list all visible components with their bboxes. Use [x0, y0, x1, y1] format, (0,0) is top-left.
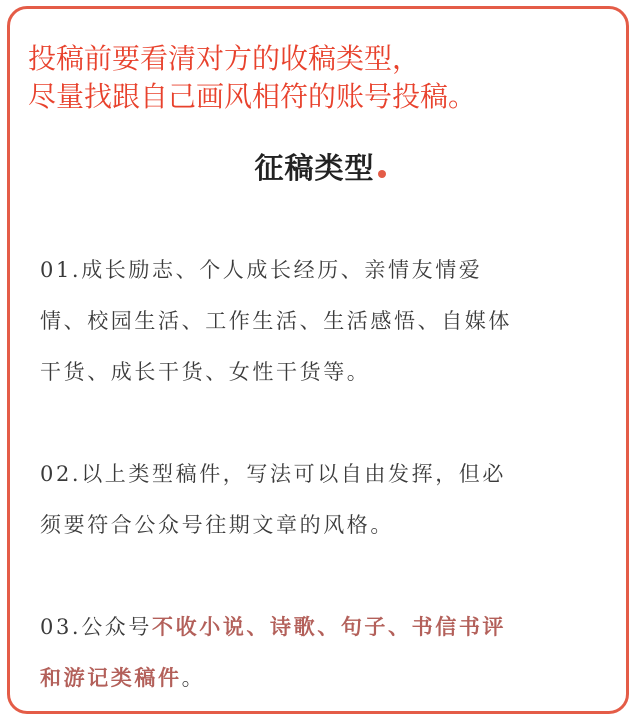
- list-item-02: [40, 449, 600, 551]
- item-line: [40, 602, 600, 653]
- section-heading: [0, 146, 640, 187]
- item-number: 01.: [40, 258, 82, 282]
- item-line: [40, 449, 600, 500]
- item-line: [40, 245, 600, 296]
- item-text: 成长励志、个人成长经历、亲情友情爱: [81, 258, 483, 282]
- title-dot: [378, 170, 386, 178]
- list-item-01: [40, 245, 600, 398]
- item-number: 03.: [40, 615, 82, 639]
- note-line-2: 尽量找跟自己画风相符的账号投稿。: [28, 80, 477, 113]
- item-highlight: 不收小说、诗歌、句子、书信书评: [152, 615, 507, 639]
- submission-note: [28, 40, 476, 116]
- item-number: 02.: [40, 462, 82, 486]
- item-line: 干货、成长干货、女性干货等。: [40, 360, 371, 384]
- section-title: 征稿类型: [254, 151, 375, 185]
- note-line-1: 投稿前要看清对方的收稿类型，: [28, 42, 421, 75]
- item-suffix: 。: [181, 666, 206, 690]
- item-line: [40, 653, 600, 704]
- item-line: 情、校园生活、工作生活、生活感悟、自媒体: [40, 309, 512, 333]
- item-text: 以上类型稿件，写法可以自由发挥，但必: [81, 462, 507, 486]
- item-highlight: 和游记类稿件: [40, 666, 182, 690]
- item-prefix: 公众号: [81, 615, 153, 639]
- item-line: 须要符合公众号往期文章的风格。: [40, 513, 394, 537]
- list-item-03: [40, 602, 600, 704]
